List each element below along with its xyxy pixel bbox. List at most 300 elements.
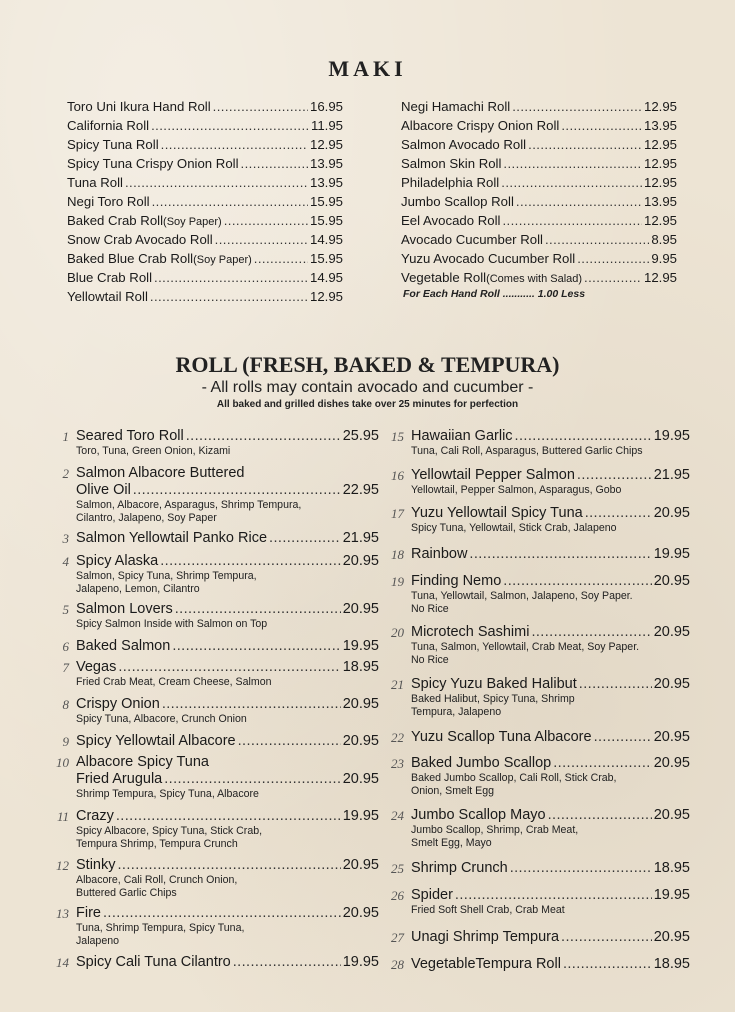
dot-leader (531, 624, 651, 641)
dot-leader (175, 601, 341, 618)
maki-item-price: 12.95 (309, 289, 343, 304)
maki-item-label: Yellowtail Roll (67, 289, 148, 304)
roll-body (76, 530, 379, 547)
maki-item-price: 12.95 (643, 213, 677, 228)
roll-ingredients: Buttered Garlic Chips (76, 886, 177, 899)
dot-leader (510, 860, 652, 877)
roll-name-cont: Olive Oil (76, 482, 131, 498)
roll-number: 13 (56, 906, 69, 921)
roll-ingredients: Salmon, Spicy Tuna, Shrimp Tempura, (76, 570, 257, 582)
dot-leader (151, 116, 309, 135)
roll-name: Salmon Yellowtail Panko Rice (76, 530, 268, 546)
dot-leader (553, 755, 651, 772)
roll-name-line (76, 530, 379, 547)
maki-item (401, 135, 677, 154)
maki-item (401, 249, 677, 268)
roll-name: Yellowtail Pepper Salmon (411, 467, 575, 483)
roll-body (411, 505, 690, 535)
roll-ingredients: Jalapeno, Lemon, Cilantro (76, 582, 200, 595)
roll-price: 20.95 (653, 807, 690, 823)
dot-leader (585, 505, 652, 522)
dot-leader (161, 135, 308, 154)
roll-name-line (411, 887, 690, 904)
maki-item-name (67, 268, 152, 287)
roll-number: 15 (391, 429, 404, 444)
roll-name-line (76, 428, 379, 445)
maki-list-left (67, 97, 343, 306)
roll-price: 20.95 (653, 755, 690, 771)
maki-item (67, 173, 343, 192)
maki-item (401, 154, 677, 173)
roll-body (76, 696, 379, 726)
roll-price: 20.95 (653, 624, 690, 640)
maki-item (401, 211, 677, 230)
maki-item-note: (Soy Paper) (193, 254, 252, 266)
roll-ingredients: Spicy Tuna, Yellowtail, Stick Crab, Jalapeno (411, 522, 617, 534)
dot-leader (579, 676, 652, 693)
roll-price: 19.95 (342, 808, 379, 824)
maki-list-right (401, 97, 677, 300)
maki-item-price: 14.95 (309, 270, 343, 285)
maki-item-label: Spicy Tuna Roll (67, 137, 159, 152)
roll-name-line (411, 467, 690, 484)
maki-item-label: Baked Blue Crab Roll (67, 251, 194, 266)
roll-body (76, 638, 379, 655)
roll-ingredients: Jumbo Scallop, Shrimp, Crab Meat, (411, 824, 579, 836)
maki-item-name (67, 173, 123, 192)
roll-name: Rainbow (411, 546, 468, 562)
maki-item-label: Vegetable Roll (401, 270, 487, 285)
roll-number: 4 (62, 554, 69, 569)
roll-name-line (411, 860, 690, 877)
roll-price: 20.95 (653, 676, 690, 692)
maki-item (401, 97, 677, 116)
roll-price: 19.95 (342, 954, 379, 970)
maki-item (67, 268, 343, 287)
dot-leader (455, 887, 652, 904)
roll-name-line (76, 659, 379, 676)
roll-body (76, 659, 379, 689)
maki-item-label: Negi Toro Roll (67, 194, 150, 209)
roll-number: 12 (56, 858, 69, 873)
maki-item-label: Blue Crab Roll (67, 270, 153, 285)
roll-price: 19.95 (653, 887, 690, 903)
roll-ingredients: Tuna, Yellowtail, Salmon, Jalapeno, Soy Paper. (411, 590, 633, 602)
roll-number: 26 (391, 888, 404, 903)
roll-name-line (76, 857, 379, 874)
roll-price: 20.95 (653, 729, 690, 745)
roll-price: 20.95 (653, 505, 690, 521)
roll-ingredients: Jalapeno (76, 934, 120, 947)
roll-price: 25.95 (342, 428, 379, 444)
maki-item-label: Eel Avocado Roll (401, 213, 501, 228)
roll-name-line (76, 905, 379, 922)
roll-ingredients: Albacore, Cali Roll, Crunch Onion, (76, 874, 238, 886)
roll-name-line (411, 956, 690, 973)
dot-leader (152, 192, 308, 211)
maki-item (67, 249, 343, 268)
maki-item (67, 287, 343, 306)
maki-item (67, 135, 343, 154)
dot-leader (213, 97, 308, 116)
maki-item (67, 154, 343, 173)
roll-price: 21.95 (653, 467, 690, 483)
roll-name: Yuzu Scallop Tuna Albacore (411, 729, 592, 745)
roll-name: Spicy Yellowtail Albacore (76, 733, 236, 749)
roll-ingredients: Spicy Albacore, Spicy Tuna, Stick Crab, (76, 825, 263, 837)
dot-leader (103, 905, 341, 922)
roll-ingredients: Smelt Egg, Mayo (411, 836, 492, 849)
maki-item-label: Snow Crab Avocado Roll (67, 232, 213, 247)
roll-number: 14 (56, 955, 69, 970)
maki-item-price: 12.95 (643, 175, 677, 190)
roll-ingredients: Tempura Shrimp, Tempura Crunch (76, 837, 238, 850)
roll-name: Jumbo Scallop Mayo (411, 807, 546, 823)
roll-price: 19.95 (653, 428, 690, 444)
roll-price: 20.95 (342, 771, 379, 787)
roll-name: Shrimp Crunch (411, 860, 508, 876)
roll-price: 19.95 (342, 638, 379, 654)
roll-subtitle: - All rolls may contain avocado and cucumber - (201, 379, 534, 396)
roll-price: 20.95 (342, 601, 379, 617)
maki-item-label: Avocado Cucumber Roll (401, 232, 543, 247)
maki-item-name (401, 192, 514, 211)
roll-ingredients: Spicy Tuna, Albacore, Crunch Onion (76, 713, 247, 725)
maki-item-name (401, 211, 500, 230)
maki-item-name (67, 249, 252, 270)
dot-leader (512, 97, 642, 116)
dot-leader (269, 530, 341, 547)
dot-leader (160, 553, 340, 570)
roll-name-line (411, 755, 690, 772)
roll-name: Crispy Onion (76, 696, 160, 712)
maki-item-name (401, 249, 575, 268)
roll-price: 20.95 (653, 929, 690, 945)
maki-item-name (401, 230, 543, 249)
dot-leader (515, 428, 652, 445)
maki-item-price: 12.95 (643, 99, 677, 114)
maki-item-price: 13.95 (309, 156, 343, 171)
maki-item-label: Jumbo Scallop Roll (401, 194, 514, 209)
roll-body (411, 729, 690, 746)
maki-item (67, 192, 343, 211)
maki-item (401, 268, 677, 287)
roll-body (76, 905, 379, 947)
roll-number: 27 (391, 930, 404, 945)
roll-name-line (411, 807, 690, 824)
dot-leader (186, 428, 341, 445)
roll-name: Salmon Albacore Buttered (76, 465, 245, 481)
roll-number: 20 (391, 625, 404, 640)
maki-item-price: 13.95 (643, 118, 677, 133)
maki-item-price: 12.95 (643, 270, 677, 285)
roll-name-line (411, 729, 690, 746)
maki-item-label: Salmon Skin Roll (401, 156, 502, 171)
maki-item-label: Toro Uni Ikura Hand Roll (67, 99, 211, 114)
dot-leader (164, 771, 340, 788)
roll-body (411, 546, 690, 563)
roll-body (411, 428, 690, 458)
roll-ingredients: Baked Jumbo Scallop, Cali Roll, Stick Crab, (411, 772, 617, 784)
dot-leader (503, 154, 642, 173)
roll-name: Spicy Alaska (76, 553, 159, 569)
roll-name-line (411, 573, 690, 590)
dot-leader (503, 573, 651, 590)
dot-leader (561, 116, 642, 135)
dot-leader (545, 230, 649, 249)
dot-leader (118, 659, 340, 676)
roll-number: 23 (391, 756, 404, 771)
roll-name: Yuzu Yellowtail Spicy Tuna (411, 505, 583, 521)
maki-item-label: Spicy Tuna Crispy Onion Roll (67, 156, 239, 171)
roll-name: Hawaiian Garlic (411, 428, 513, 444)
roll-number: 17 (391, 506, 404, 521)
maki-item-label: Salmon Avocado Roll (401, 137, 527, 152)
roll-ingredients: Fried Crab Meat, Cream Cheese, Salmon (76, 676, 272, 688)
maki-item-price: 11.95 (310, 118, 343, 133)
roll-price: 21.95 (342, 530, 379, 546)
maki-item-name (401, 135, 526, 154)
roll-name-line (411, 546, 690, 563)
maki-item-name (67, 97, 211, 116)
roll-name: Salmon Lovers (76, 601, 173, 617)
roll-number: 6 (62, 639, 69, 654)
maki-item-price: 12.95 (643, 156, 677, 171)
roll-body (411, 887, 690, 917)
dot-leader (516, 192, 642, 211)
maki-item-name (67, 230, 213, 249)
maki-item-label: Negi Hamachi Roll (401, 99, 511, 114)
dot-leader (162, 696, 341, 713)
maki-item-price: 15.95 (309, 213, 343, 228)
roll-name-line (76, 601, 379, 618)
roll-name: Albacore Spicy Tuna (76, 754, 209, 770)
roll-name-line (76, 954, 379, 971)
roll-name: Fire (76, 905, 101, 921)
maki-item (401, 116, 677, 135)
maki-item (401, 192, 677, 211)
roll-name-line (411, 428, 690, 445)
roll-body (76, 808, 379, 850)
dot-leader (563, 956, 652, 973)
roll-name: VegetableTempura Roll (411, 956, 561, 972)
maki-item-price: 12.95 (309, 137, 343, 152)
hand-roll-note: For Each Hand Roll ........... 1.00 Less (403, 288, 586, 300)
roll-note: All baked and grilled dishes take over 25 minutes for perfection (216, 399, 519, 410)
roll-name-line (76, 771, 379, 788)
roll-number: 2 (62, 466, 69, 481)
maki-item (67, 97, 343, 116)
maki-item-name (67, 192, 150, 211)
roll-body (411, 956, 690, 973)
roll-name-line (76, 696, 379, 713)
roll-body (76, 465, 379, 524)
dot-leader (561, 929, 652, 946)
maki-item-name (67, 135, 159, 154)
roll-name: Crazy (76, 808, 114, 824)
roll-heading: ROLL (FRESH, BAKED & TEMPURA) (175, 352, 560, 377)
maki-item (67, 230, 343, 249)
dot-leader (133, 482, 341, 499)
dot-leader (254, 249, 308, 268)
roll-ingredients: Spicy Salmon Inside with Salmon on Top (76, 618, 268, 630)
roll-number: 19 (391, 574, 404, 589)
roll-body (76, 954, 379, 971)
roll-number: 18 (391, 547, 404, 562)
roll-name: Spicy Cali Tuna Cilantro (76, 954, 231, 970)
roll-number: 9 (62, 734, 69, 749)
roll-name-line (76, 808, 379, 825)
roll-body (411, 676, 690, 718)
maki-item-name (401, 268, 582, 289)
roll-price: 18.95 (653, 860, 690, 876)
maki-item-note: (Comes with Salad) (486, 273, 583, 285)
maki-item-label: Baked Crab Roll (67, 213, 164, 228)
maki-item-label: Philadelphia Roll (401, 175, 500, 190)
dot-leader (528, 135, 642, 154)
dot-leader (241, 154, 308, 173)
maki-item-name (401, 116, 559, 135)
dot-leader (502, 211, 642, 230)
maki-item-label: Tuna Roll (67, 175, 123, 190)
roll-number: 28 (391, 957, 404, 972)
roll-name-line (76, 482, 379, 499)
roll-name: Finding Nemo (411, 573, 502, 589)
roll-body (76, 553, 379, 595)
roll-number: 11 (56, 809, 69, 824)
roll-body (411, 573, 690, 615)
dot-leader (548, 807, 652, 824)
roll-ingredients: Toro, Tuna, Green Onion, Kizami (76, 445, 231, 457)
roll-ingredients: Shrimp Tempura, Spicy Tuna, Albacore (76, 788, 259, 800)
roll-number: 24 (391, 808, 404, 823)
roll-number: 7 (62, 660, 69, 675)
roll-body (411, 860, 690, 877)
roll-ingredients: No Rice (411, 602, 449, 615)
roll-number: 8 (62, 697, 69, 712)
roll-price: 20.95 (342, 553, 379, 569)
roll-name-line (411, 624, 690, 641)
dot-leader (172, 638, 340, 655)
roll-body (76, 754, 379, 801)
roll-ingredients: Cilantro, Jalapeno, Soy Paper (76, 511, 217, 524)
dot-leader (577, 249, 649, 268)
roll-price: 22.95 (342, 482, 379, 498)
maki-item-note: (Soy Paper) (163, 216, 222, 228)
roll-name-line (411, 929, 690, 946)
roll-name-line (76, 553, 379, 570)
roll-price: 19.95 (653, 546, 690, 562)
dot-leader (501, 173, 642, 192)
roll-name: Spider (411, 887, 453, 903)
maki-item (67, 116, 343, 135)
roll-ingredients: Tuna, Salmon, Yellowtail, Crab Meat, Soy Paper. (411, 641, 640, 653)
roll-number: 1 (62, 429, 69, 444)
roll-name-line (411, 505, 690, 522)
roll-name: Spicy Yuzu Baked Halibut (411, 676, 577, 692)
maki-item-price: 16.95 (309, 99, 343, 114)
roll-ingredients: Onion, Smelt Egg (411, 784, 495, 797)
maki-item-name (67, 154, 239, 173)
maki-item-label: California Roll (67, 118, 150, 133)
maki-item-price: 15.95 (309, 194, 343, 209)
roll-body (76, 857, 379, 899)
maki-item-price: 8.95 (651, 232, 677, 247)
roll-price: 20.95 (342, 733, 379, 749)
maki-item-label: Yuzu Avocado Cucumber Roll (401, 251, 576, 266)
roll-price: 18.95 (653, 956, 690, 972)
roll-ingredients: Fried Soft Shell Crab, Crab Meat (411, 904, 565, 916)
roll-name: Microtech Sashimi (411, 624, 530, 640)
maki-item-name (401, 154, 501, 173)
roll-number: 10 (56, 755, 69, 770)
roll-ingredients: Salmon, Albacore, Asparagus, Shrimp Tempura, (76, 499, 302, 511)
dot-leader (150, 287, 308, 306)
maki-item-price: 14.95 (309, 232, 343, 247)
dot-leader (238, 733, 341, 750)
roll-price: 20.95 (342, 905, 379, 921)
roll-number: 21 (391, 677, 404, 692)
dot-leader (594, 729, 652, 746)
maki-item-price: 15.95 (309, 251, 343, 266)
roll-body (76, 601, 379, 631)
roll-name-cont: Fried Arugula (76, 771, 163, 787)
roll-name: Vegas (76, 659, 117, 675)
dot-leader (154, 268, 308, 287)
maki-item-price: 13.95 (309, 175, 343, 190)
maki-item-name (401, 97, 510, 116)
roll-body (411, 755, 690, 797)
maki-item (67, 211, 343, 230)
roll-name: Baked Jumbo Scallop (411, 755, 552, 771)
dot-leader (469, 546, 651, 563)
dot-leader (215, 230, 308, 249)
maki-item-price: 12.95 (643, 137, 677, 152)
maki-item-name (67, 287, 148, 306)
roll-body (76, 428, 379, 458)
roll-body (411, 807, 690, 849)
dot-leader (577, 467, 652, 484)
roll-name-line (411, 676, 690, 693)
maki-item-label: Albacore Crispy Onion Roll (401, 118, 560, 133)
roll-ingredients: Baked Halibut, Spicy Tuna, Shrimp (411, 693, 575, 705)
roll-ingredients: Tuna, Shrimp Tempura, Spicy Tuna, (76, 922, 245, 934)
maki-heading: MAKI (328, 56, 407, 81)
roll-name: Seared Toro Roll (76, 428, 184, 444)
maki-item (401, 230, 677, 249)
roll-body (411, 467, 690, 497)
roll-body (411, 624, 690, 666)
roll-number: 16 (391, 468, 404, 483)
roll-price: 18.95 (342, 659, 379, 675)
roll-number: 5 (62, 602, 69, 617)
dot-leader (233, 954, 341, 971)
roll-ingredients: Tuna, Cali Roll, Asparagus, Buttered Garlic Chips (411, 445, 643, 457)
roll-body (76, 733, 379, 750)
roll-ingredients: Yellowtail, Pepper Salmon, Asparagus, Gobo (411, 484, 622, 496)
maki-item-name (401, 173, 499, 192)
roll-name: Unagi Shrimp Tempura (411, 929, 560, 945)
maki-item-name (67, 211, 222, 232)
dot-leader (116, 808, 341, 825)
roll-price: 20.95 (653, 573, 690, 589)
dot-leader (224, 211, 308, 230)
roll-name: Baked Salmon (76, 638, 171, 654)
roll-ingredients: No Rice (411, 653, 449, 666)
roll-name-line (76, 733, 379, 750)
maki-item-price: 13.95 (643, 194, 677, 209)
maki-item-name (67, 116, 149, 135)
